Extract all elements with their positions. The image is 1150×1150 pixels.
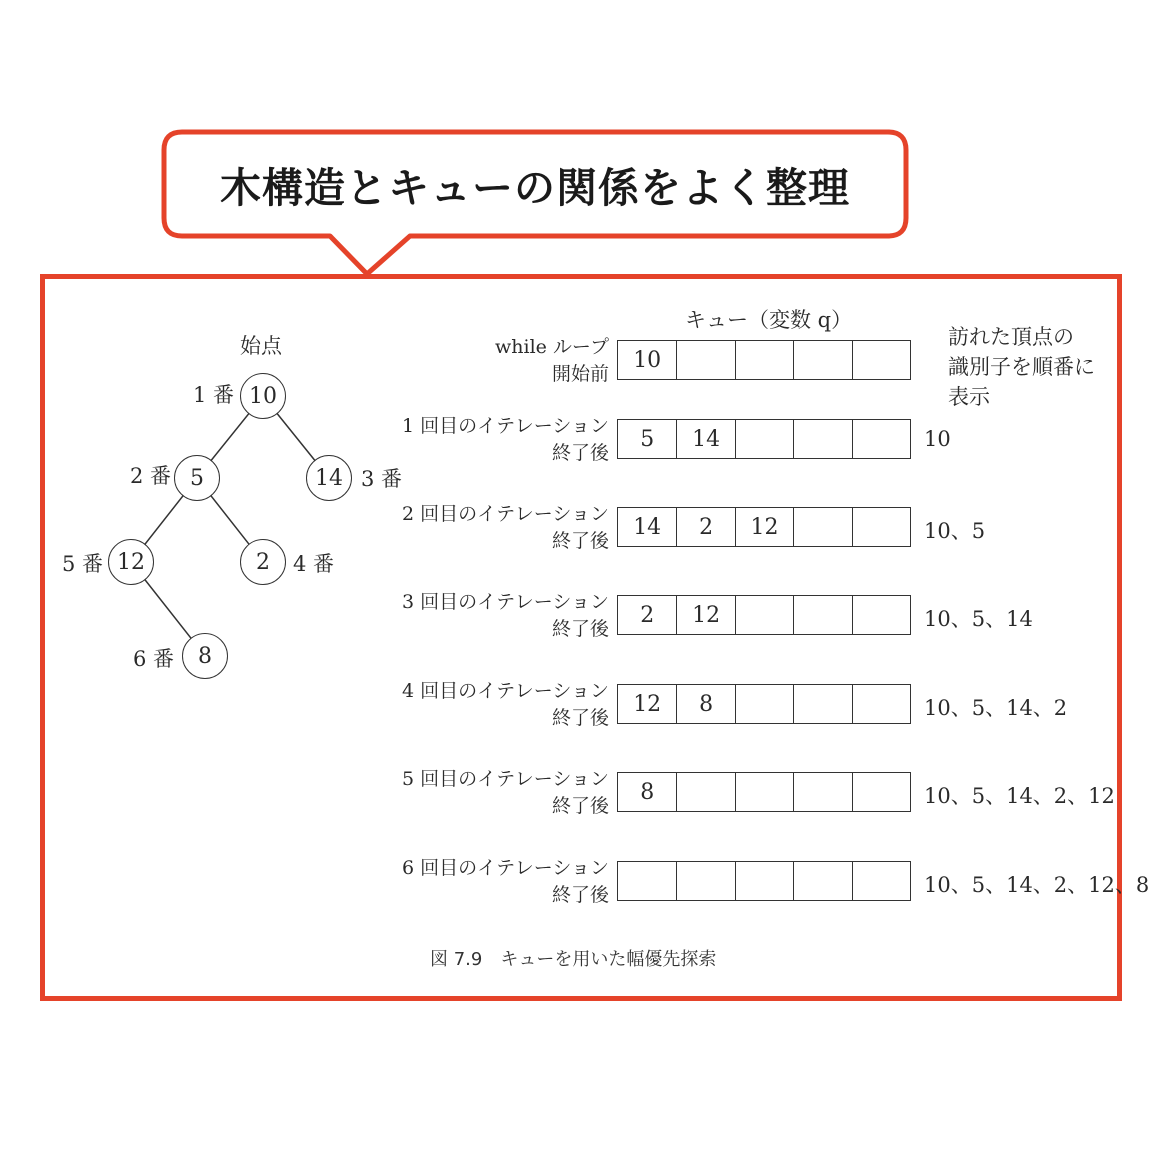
row-label [402, 678, 609, 732]
queue-cell: 12 [735, 508, 793, 546]
tree-node-14: 14 [306, 455, 352, 501]
order-label-2: 2 番 [130, 464, 172, 488]
queue-cell [852, 596, 910, 634]
queue-cell [676, 341, 734, 379]
queue-cell [793, 685, 851, 723]
visited-list: 10、5 [924, 519, 986, 543]
row-label [402, 855, 609, 909]
row-label-line2: 終了後 [551, 530, 609, 552]
queue-cell: 5 [640, 426, 655, 452]
queue-cell [735, 773, 793, 811]
tree-node-8: 8 [182, 633, 228, 679]
queue-cell: 8 [676, 685, 734, 723]
figure-number: 図 7.9 [430, 949, 483, 970]
row-label-line2: 終了後 [551, 884, 609, 906]
queue-cell [793, 773, 851, 811]
queue-cell [852, 862, 910, 900]
queue-cell [735, 341, 793, 379]
queue-cell [735, 420, 793, 458]
row-label-line1: 3 回目のイテレーション [402, 591, 609, 613]
queue-cell [852, 773, 910, 811]
row-label-line2: 終了後 [551, 442, 609, 464]
row-label-line1: 6 回目のイテレーション [402, 857, 609, 879]
row-label-line2: 終了後 [551, 795, 609, 817]
queue-cell: 2 [640, 602, 655, 628]
visited-list: 10、5、14 [924, 607, 1033, 631]
queue-row [617, 419, 911, 459]
queue-row [617, 861, 911, 901]
queue-cell [852, 685, 910, 723]
tree-node-2: 2 [240, 539, 286, 585]
queue-cell [676, 862, 734, 900]
row-label [402, 501, 609, 555]
queue-cell [618, 862, 676, 900]
queue-row [617, 684, 911, 724]
visited-header-line: 表示 [948, 385, 990, 409]
visited-list: 10 [924, 427, 951, 451]
row-label-line2: 開始前 [551, 363, 609, 385]
row-label-line2: 終了後 [551, 618, 609, 640]
row-label [402, 589, 609, 643]
order-label-5: 5 番 [62, 552, 104, 576]
start-label: 始点 [240, 334, 282, 358]
queue-cell [793, 596, 851, 634]
queue-row [617, 340, 911, 380]
queue-cell [735, 596, 793, 634]
figure-caption [430, 945, 716, 971]
queue-header: キュー（変数 q） [685, 308, 853, 332]
callout-title: 木構造とキューの関係をよく整理 [220, 163, 850, 212]
queue-cell: 8 [640, 779, 655, 805]
queue-cell: 12 [676, 596, 734, 634]
tree-node-12: 12 [108, 539, 154, 585]
order-label-1: 1 番 [193, 383, 235, 407]
queue-cell [793, 420, 851, 458]
queue-row [617, 772, 911, 812]
order-label-6: 6 番 [133, 647, 175, 671]
queue-cell [793, 341, 851, 379]
row-label [402, 766, 609, 820]
row-label [495, 334, 609, 388]
row-label-line1: while ループ [495, 336, 609, 358]
queue-cell: 2 [676, 508, 734, 546]
tree-node-10: 10 [240, 373, 286, 419]
queue-cell: 14 [676, 420, 734, 458]
order-label-4: 4 番 [293, 552, 335, 576]
queue-row [617, 595, 911, 635]
row-label-line1: 5 回目のイテレーション [402, 768, 609, 790]
queue-cell [735, 862, 793, 900]
queue-cell [735, 685, 793, 723]
queue-cell [676, 773, 734, 811]
queue-cell [852, 341, 910, 379]
row-label-line1: 2 回目のイテレーション [402, 503, 609, 525]
queue-cell [852, 420, 910, 458]
row-label-line2: 終了後 [551, 707, 609, 729]
queue-cell: 10 [633, 347, 662, 373]
queue-cell [793, 862, 851, 900]
row-label-line1: 4 回目のイテレーション [402, 680, 609, 702]
visited-list: 10、5、14、2、12 [924, 784, 1115, 808]
visited-list: 10、5、14、2 [924, 696, 1068, 720]
visited-header-line: 訪れた頂点の [948, 325, 1074, 349]
queue-cell: 12 [633, 691, 662, 717]
order-label-3: 3 番 [361, 467, 403, 491]
row-label-line1: 1 回目のイテレーション [402, 415, 609, 437]
row-label [402, 413, 609, 467]
figure-caption-text: キューを用いた幅優先探索 [500, 949, 717, 970]
visited-header [948, 322, 1095, 412]
tree-node-5: 5 [174, 455, 220, 501]
visited-header-line: 識別子を順番に [948, 355, 1095, 379]
queue-cell [852, 508, 910, 546]
queue-cell [793, 508, 851, 546]
queue-cell: 14 [633, 514, 662, 540]
queue-row [617, 507, 911, 547]
visited-list: 10、5、14、2、12、8 [924, 873, 1150, 897]
